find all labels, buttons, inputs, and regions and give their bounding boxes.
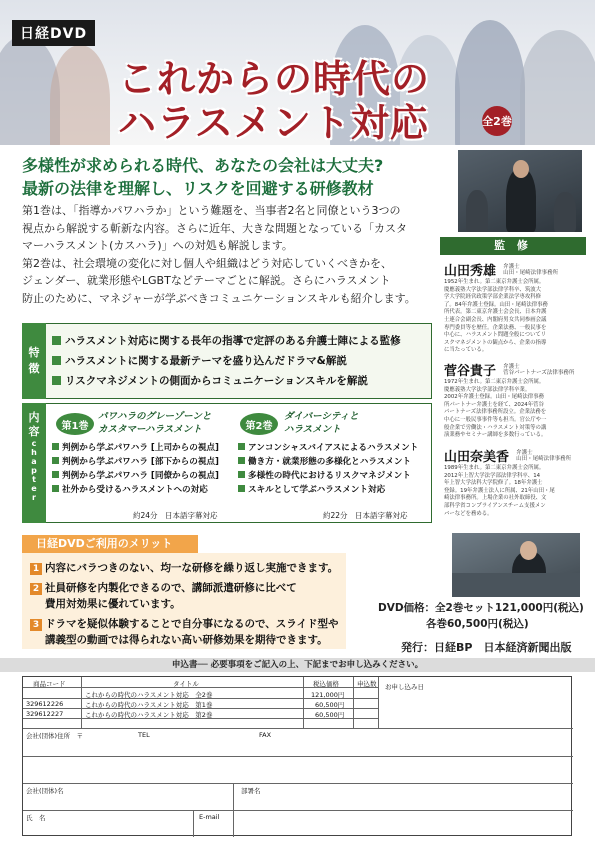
bio-line: スクマネジメントの観点から、企業の指導 [444, 339, 547, 346]
vol1-duration: 約24分 日本語字幕対応 [133, 511, 218, 520]
row-title: これからの時代のハラスメント対応 全2巻 [85, 691, 213, 699]
intro-text [22, 202, 434, 307]
bio-line: バーなどを務める。 [444, 510, 493, 517]
order-form [22, 676, 572, 836]
chapter-text: 判例から学ぶパワハラ [部下からの視点] [62, 457, 219, 467]
title-line-2: ハラスメント対応 [118, 101, 429, 145]
bio-line: 2002年弁護士登録。山田・尾崎法律事務 [444, 394, 544, 401]
bio-line: 慶應義塾大学法学部法律学科卒業。 [444, 386, 531, 393]
col-price: 税込価格 [313, 680, 339, 688]
supervisor-name: 菅谷貴子 [444, 364, 497, 379]
row-code: 329612226 [26, 700, 64, 708]
vol1-title-line: パワハラのグレーゾーンと [98, 411, 212, 422]
vol1-badge: 第1巻 [56, 413, 94, 435]
supervisor-role: 弁護士 [503, 263, 520, 270]
merit-list [30, 560, 338, 648]
merit-text-cont: 講義型の動画では得られない高い研修効果を期待できます。 [45, 634, 328, 646]
row-code: 329612227 [26, 710, 64, 718]
vol1-chapters [52, 441, 219, 497]
features-label [22, 323, 46, 399]
bio-line: 所パートナー弁護士を経て、2024年菅谷 [444, 401, 544, 408]
headline-2: 最新の法律を理解し、リスクを回避する研修教材 [22, 179, 374, 198]
vol2-duration: 約22分 日本語字幕対応 [323, 511, 408, 520]
bio-line: 部科学省コンプライアンスチーム支援メン [444, 502, 546, 509]
bio-line: 所代表。第二東京弁護士会会長、日本弁護 [444, 309, 547, 316]
supervisor-3 [444, 446, 571, 465]
supervisor-bio [444, 379, 586, 440]
square-bullet-icon [52, 471, 59, 478]
chapter-item [52, 469, 219, 483]
vol1-title-line: カスタマーハラスメント [98, 424, 202, 435]
headline-1: 多様性が求められる時代、あなたの会社は大丈夫? [22, 156, 384, 175]
chapter-text: 働き方・就業形態の多様化とハラスメント [248, 457, 412, 467]
square-bullet-icon [52, 336, 61, 345]
contents-label-char: a [31, 457, 37, 466]
features-label-char: 徴 [28, 362, 40, 375]
merit-item [30, 616, 338, 632]
publisher: 発行：日経BP 日本経済新聞出版 [401, 641, 572, 654]
square-bullet-icon [52, 376, 61, 385]
chapter-text: アンコンシャスバイアスによるハラスメント [248, 443, 419, 453]
intro-line: 第2巻は、社会環境の変化に対し個人や組織はどう対応していくべきかを、 [22, 256, 392, 270]
row-title: これからの時代のハラスメント対応 第1巻 [85, 701, 213, 709]
chapter-text: 多様性の時代におけるリスクマネジメント [248, 471, 411, 481]
row-price: 60,500円 [315, 701, 345, 709]
contents-label [22, 403, 46, 523]
intro-line: ジェンダー、就業形態やLGBTなどテーマごとに解説。さらにハラスメント [22, 274, 391, 287]
merit-text: ドラマを疑似体験することで自分事になるので、スライド型や [45, 618, 339, 630]
col-qty: 申込数 [357, 680, 377, 688]
fax-label: FAX [259, 731, 272, 739]
bio-line: 慶應義塾大学法学部法律学科卒、筑波大 [444, 286, 542, 293]
square-bullet-icon [52, 443, 59, 450]
vol2-badge: 第2巻 [240, 413, 278, 435]
vol1-title [98, 410, 211, 436]
square-bullet-icon [238, 457, 245, 464]
feature-item [52, 353, 347, 368]
supervisor-office: 山田・尾崎法律事務所 [503, 270, 559, 276]
merit-text-cont: 費用対効果に優れています。 [45, 598, 181, 610]
bio-line: 中心に、ハラスメント問題全般についてリ [444, 332, 547, 339]
order-form-heading: 申込書── 必要事項をご記入の上、下記までお申し込みください。 [0, 658, 595, 672]
bio-line: 士連合会副会長、内閣府男女共同参画会議 [444, 316, 547, 323]
supervisor-office: 菅谷パートナーズ法律事務所 [503, 370, 575, 376]
chapter-item [238, 483, 418, 497]
bio-line: 専門委員等を歴任。企業法務、一般民事を [444, 324, 547, 331]
supervisor-name: 山田秀雄 [444, 264, 497, 279]
bio-line: に当たっている。 [444, 347, 488, 354]
supervisor-bio [444, 279, 586, 355]
bio-line: 登録。19年弁護士法人に所属、21年山田・尾 [444, 487, 555, 494]
square-bullet-icon [52, 457, 59, 464]
bio-line: 演業務やセミナー講師を多数行っている。 [444, 432, 547, 439]
merit-item [30, 560, 338, 576]
chapter-item [52, 483, 219, 497]
tel-label: TEL [138, 731, 150, 739]
chapter-item [238, 469, 418, 483]
intro-line: マーハラスメント(カスハラ)」への対処も解説します。 [22, 239, 293, 252]
price-set: DVD価格：全2巻セット121,000円(税込) [378, 602, 584, 614]
col-code: 商品コード [33, 680, 66, 688]
bio-line: 中心に一般民事事件等も担当。官公庁や一 [444, 416, 547, 423]
merits-heading: 日経DVDご利用のメリット [22, 535, 198, 553]
row-price: 121,000円 [311, 691, 345, 699]
bio-line: 1952年生まれ。第二東京弁護士会所属。 [444, 279, 545, 285]
number-badge-icon: 2 [30, 583, 42, 595]
contents-label-char: t [32, 475, 36, 484]
supervisor-office: 山田・尾崎法律事務所 [516, 456, 572, 462]
contents-label-char: 容 [28, 425, 40, 438]
dept-label: 部署名 [241, 787, 261, 795]
drama-scene-photo-2 [452, 533, 580, 597]
company-label: 会社(団体)名 [26, 787, 64, 795]
bio-line: パートナーズ法律事務所設立。企業法務を [444, 409, 547, 416]
chapter-text: 判例から学ぶパワハラ [上司からの視点] [62, 443, 219, 453]
volume-badge: 全2巻 [482, 106, 512, 136]
supervisor-2 [444, 360, 574, 379]
contents-label-char: h [31, 448, 37, 457]
bio-line: 学大学院経営政策学部企業法学専攻科修 [444, 294, 542, 301]
brand-label: 日経DVD [12, 20, 95, 46]
chapter-item [238, 455, 418, 469]
col-title: タイトル [173, 680, 199, 688]
square-bullet-icon [52, 485, 59, 492]
feature-text: ハラスメント対応に関する長年の指導で定評のある弁護士陣による監修 [65, 335, 401, 347]
contents-label-char: 内 [28, 411, 40, 424]
price-each: 各巻60,500円(税込) [426, 618, 529, 630]
contents-label-char: e [31, 484, 37, 493]
bio-line: 1989年生まれ。第二東京弁護士会所属。 [444, 465, 545, 471]
bio-line: 年上智大学法科大学院修了。18年弁護士 [444, 480, 543, 487]
number-badge-icon: 3 [30, 619, 42, 631]
row-title: これからの時代のハラスメント対応 第2巻 [85, 711, 213, 719]
email-label: E-mail [199, 813, 220, 821]
chapter-text: 社外から受けるハラスメントへの対応 [62, 485, 208, 495]
bio-line: 崎法律事務所。上場企業の社外取締役、文 [444, 495, 547, 502]
bio-line: 了。84年弁護士登録。山田・尾崎法律事務 [444, 301, 548, 308]
contents-label-char: p [31, 466, 37, 475]
col-date: お申し込み日 [385, 683, 424, 691]
vol2-title [284, 410, 359, 436]
supervisor-1 [444, 260, 558, 279]
intro-line: 第1巻は、「指導かパワハラか」という難題を、当事者2名と同僚という3つの [22, 204, 401, 217]
supervisor-name: 山田奈美香 [444, 450, 510, 465]
feature-text: リスクマネジメントの側面からコミュニケーションスキルを解説 [65, 375, 368, 387]
chapter-item [52, 455, 219, 469]
contents-label-char: r [32, 493, 36, 502]
bio-line: 2012年上智大学法学部法律学科卒、14 [444, 472, 541, 479]
square-bullet-icon [52, 356, 61, 365]
address-label: 会社(団体)住所 〒 [26, 732, 84, 740]
feature-item [52, 333, 401, 348]
drama-scene-photo [458, 150, 582, 232]
square-bullet-icon [238, 443, 245, 450]
merit-text: 内容にバラつきのない、均一な研修を繰り返し実施できます。 [45, 562, 339, 574]
intro-line: 防止のために、マネジャーが学ぶべきコミュニケーションスキルも紹介します。 [22, 291, 416, 305]
intro-line: 視点から解説する斬新な内容。さらに近年、大きな問題となっている「カスタ [22, 221, 407, 235]
chapter-item [238, 441, 418, 455]
supervisor-role: 弁護士 [503, 363, 520, 370]
vol2-title-line: ダイバーシティと [284, 411, 359, 422]
features-label-char: 特 [28, 346, 40, 359]
number-badge-icon: 1 [30, 563, 42, 575]
chapter-text: スキルとして学ぶハラスメント対応 [248, 485, 386, 495]
feature-item [52, 373, 368, 388]
vol2-title-line: ハラスメント [284, 424, 341, 435]
bio-line: 般企業で労働法・ハラスメント対策等の講 [444, 424, 547, 431]
feature-text: ハラスメントに関する最新テーマを盛り込んだドラマ&解説 [65, 355, 347, 367]
name-label: 氏 名 [26, 814, 46, 822]
merit-text: 社員研修を内製化できるので、講師派遣研修に比べて [45, 582, 297, 594]
row-price: 60,500円 [315, 711, 345, 719]
square-bullet-icon [238, 471, 245, 478]
square-bullet-icon [238, 485, 245, 492]
supervisor-heading: 監 修 [440, 237, 586, 255]
contents-label-char: c [31, 439, 37, 448]
chapter-item [52, 441, 219, 455]
supervisor-bio [444, 465, 586, 518]
chapter-text: 判例から学ぶパワハラ [同僚からの視点] [62, 471, 219, 481]
vol2-chapters [238, 441, 418, 497]
merit-item [30, 580, 338, 596]
bio-line: 1972年生まれ。第二東京弁護士会所属。 [444, 379, 545, 385]
supervisor-role: 弁護士 [516, 449, 533, 456]
title-line-1: これからの時代の [118, 57, 431, 101]
